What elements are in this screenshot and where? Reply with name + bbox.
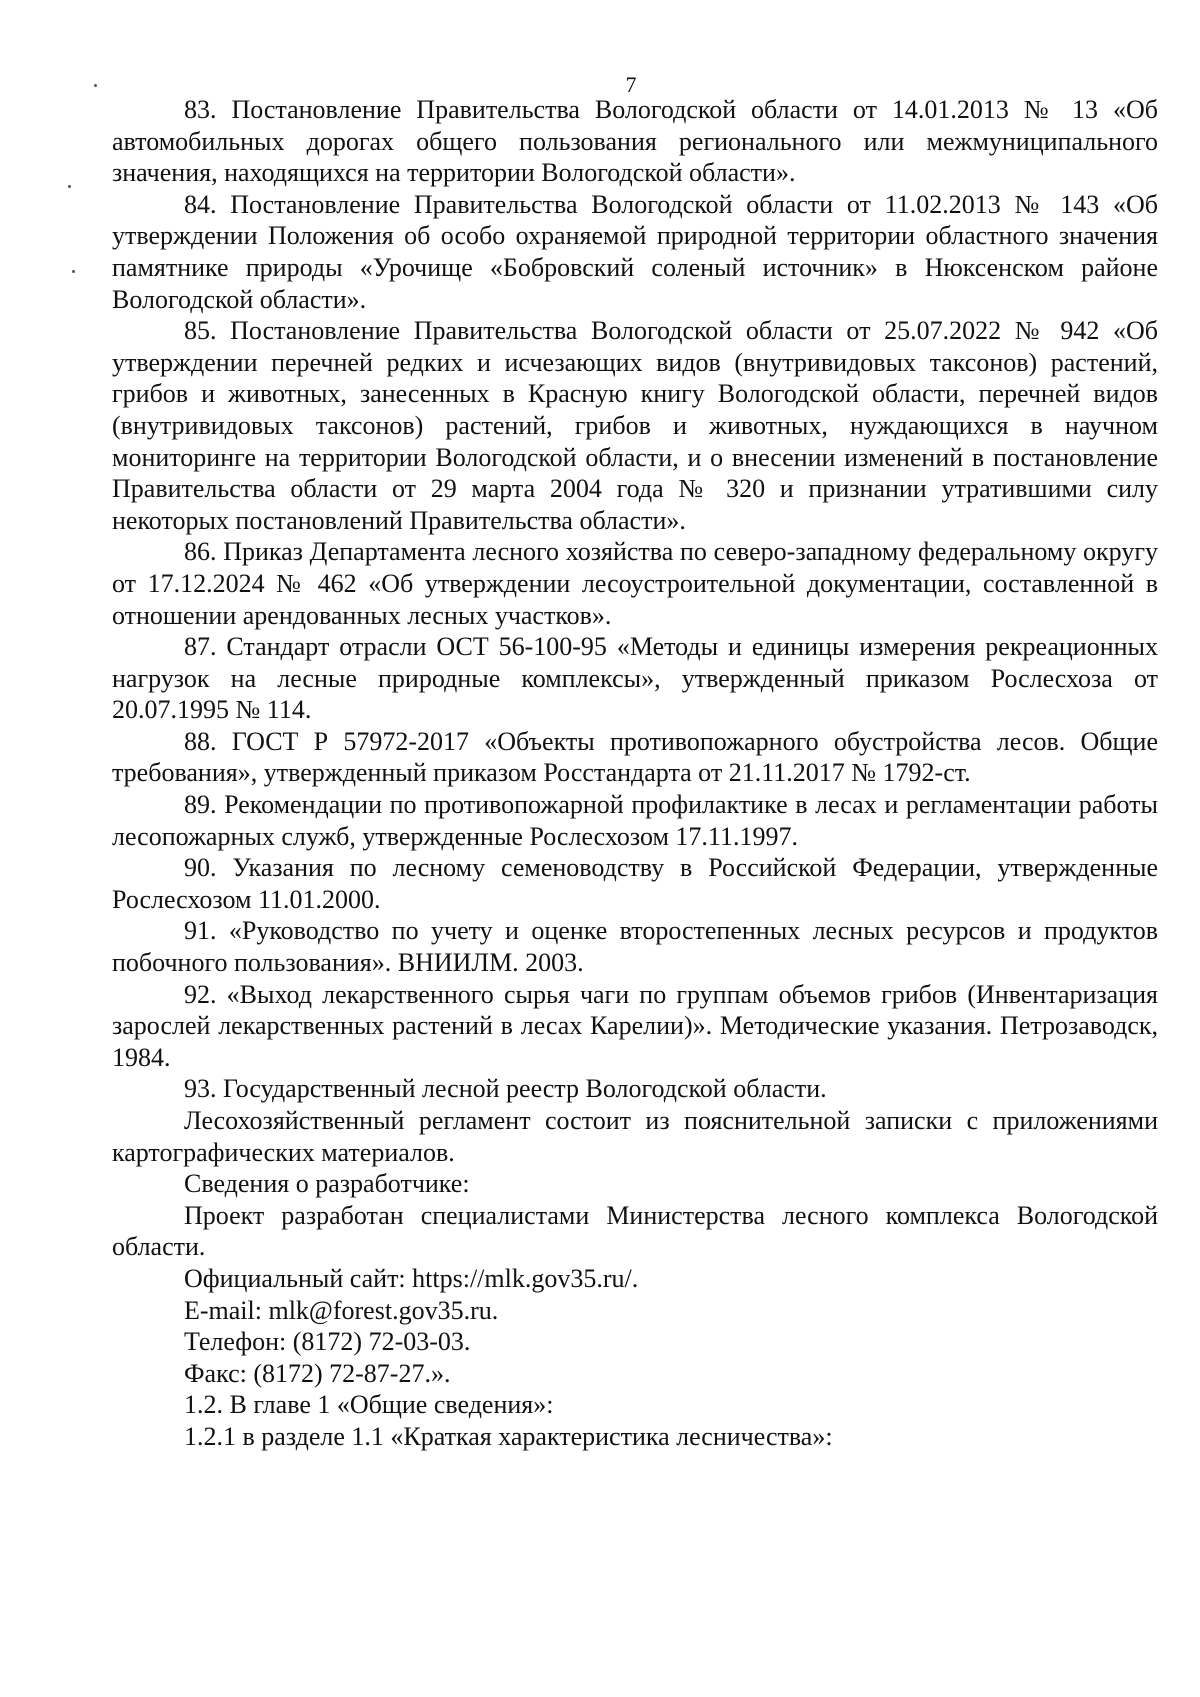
page-number: 7 bbox=[625, 72, 637, 97]
paragraph-88: 88. ГОСТ Р 57972-2017 «Объекты противопожарного обустройства лесов. Общие требования», утвержденный приказом Росстандарта от 21.11.2017 № 1792-ст. bbox=[112, 726, 1158, 788]
regulation-composition: Лесохозяйственный регламент состоит из пояснительной записки с приложениями картографических материалов. bbox=[112, 1106, 1158, 1167]
contact-phone: Телефон: (8172) 72-03-03. bbox=[184, 1327, 471, 1357]
paragraph-84: 84. Постановление Правительства Вологодской области от 11.02.2013 № 143 «Об утверждении Положения об особо охраняемой природной территории областного значения памятнике природы «Урочище «Бобровский соленый источник» в Нюксенском районе Вологодской области». bbox=[112, 189, 1158, 314]
contact-email: E-mail: mlk@forest.gov35.ru. bbox=[184, 1295, 499, 1325]
paragraph-87: 87. Стандарт отрасли ОСТ 56-100-95 «Методы и единицы измерения рекреационных нагрузок на лесные природные комплексы», утвержденный приказом Рослесхоза от 20.07.1995 № 114. bbox=[112, 632, 1158, 725]
document-body bbox=[112, 94, 1158, 1453]
official-website: Официальный сайт: https://mlk.gov35.ru/. bbox=[184, 1263, 639, 1293]
paragraph-90: 90. Указания по лесному семеноводству в Российской Федерации, утвержденные Рослесхозом 11.01.2000. bbox=[112, 853, 1158, 914]
paragraph-89: 89. Рекомендации по противопожарной профилактике в лесах и регламентации работы лесопожарных служб, утвержденные Рослесхозом 17.11.1997. bbox=[112, 790, 1158, 851]
developer-heading: Сведения о разработчике: bbox=[184, 1169, 470, 1199]
developer-info: Проект разработан специалистами Министерства лесного комплекса Вологодской области. bbox=[112, 1200, 1158, 1262]
paragraph-93: 93. Государственный лесной реестр Вологодской области. bbox=[184, 1074, 827, 1104]
paragraph-83: 83. Постановление Правительства Вологодской области от 14.01.2013 № 13 «Об автомобильных дорогах общего пользования регионального или межмуниципального значения, находящихся на территории Вологодской области». bbox=[112, 95, 1158, 188]
contact-fax: Факс: (8172) 72-87-27.». bbox=[184, 1358, 451, 1388]
section-1-2-1: 1.2.1 в разделе 1.1 «Краткая характеристика лесничества»: bbox=[184, 1421, 833, 1451]
paragraph-85: 85. Постановление Правительства Вологодской области от 25.07.2022 № 942 «Об утверждении перечней редких и исчезающих видов (внутривидовых таксонов) растений, грибов и животных, занесенных в Красную книгу Вологодской области, перечней видов (внутривидовых таксонов) растений, грибов и животных, нуждающихся в научном мониторинге на территории Вологодской области, и о внесении изменений в постановление Правительства области от 29 марта 2004 года № 320 и признании утратившими силу некоторых постановлений Правительства области». bbox=[112, 316, 1158, 535]
section-1-2: 1.2. В главе 1 «Общие сведения»: bbox=[184, 1390, 554, 1420]
paragraph-86: 86. Приказ Департамента лесного хозяйства по северо-западному федеральному округу от 17.12.2024 № 462 «Об утверждении лесоустроительной документации, составленной в отношении арендованных лесных участков». bbox=[112, 537, 1158, 630]
paragraph-91: 91. «Руководство по учету и оценке второстепенных лесных ресурсов и продуктов побочного пользования». ВНИИЛМ. 2003. bbox=[112, 916, 1158, 978]
paragraph-92: 92. «Выход лекарственного сырья чаги по группам объемов грибов (Инвентаризация зарослей лекарственных растений в лесах Карелии)». Методические указания. Петрозаводск, 1984. bbox=[112, 979, 1158, 1072]
